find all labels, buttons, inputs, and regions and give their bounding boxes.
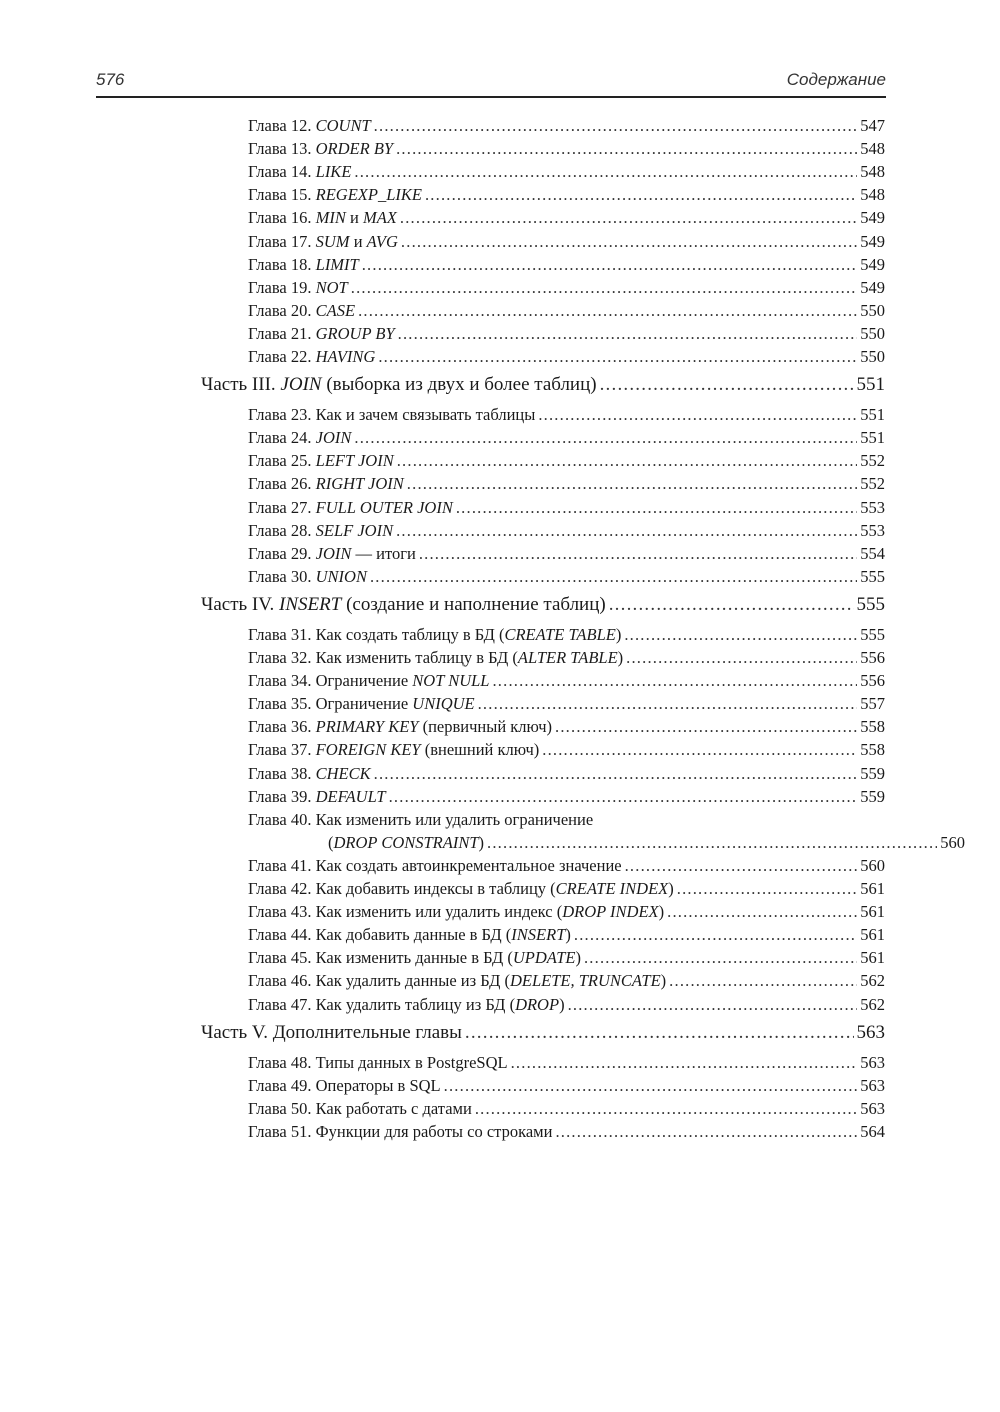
sql-keyword: INSERT (511, 925, 566, 945)
page-ref: 548 (860, 162, 885, 182)
sql-keyword: JOIN (280, 374, 322, 396)
toc-chapter-entry[interactable] (248, 521, 885, 544)
entry-title (248, 925, 571, 945)
entry-title (248, 139, 393, 159)
entry-title-text: Часть V. Дополнительные главы (201, 1021, 462, 1043)
entry-title (201, 1022, 462, 1044)
entry-title-text: Глава 25. (248, 451, 316, 471)
dot-leader (374, 116, 858, 136)
entry-title-text: Глава 30. (248, 566, 316, 586)
page-ref: 550 (860, 347, 885, 366)
sql-keyword: MAX (362, 208, 397, 228)
entry-title-text: ) (658, 902, 665, 922)
entry-title-text: Глава 24. (248, 428, 316, 448)
entry-title-text: ) (617, 648, 624, 667)
entry-title-text: Глава 18. (248, 254, 316, 274)
dot-leader (401, 232, 857, 252)
entry-title (248, 567, 367, 587)
entry-title (248, 902, 664, 922)
page-ref: 558 (860, 740, 885, 760)
sql-keyword: LEFT JOIN (315, 451, 394, 471)
sql-keyword: CHECK (315, 763, 371, 783)
entry-title-text: Глава 44. Как добавить данные в БД ( (248, 925, 512, 945)
running-head (96, 66, 886, 96)
toc-chapter-entry[interactable] (248, 278, 885, 301)
entry-title (248, 324, 395, 344)
toc-chapter-entry[interactable] (248, 301, 885, 324)
page-ref: 556 (860, 648, 885, 667)
dot-leader (389, 787, 858, 807)
dot-leader (351, 278, 858, 298)
toc-chapter-entry[interactable] (248, 879, 885, 902)
toc-chapter-entry[interactable] (248, 347, 885, 370)
entry-title (248, 671, 489, 691)
entry-title (248, 208, 397, 228)
entry-title-text: Глава 45. Как изменить данные в БД ( (248, 948, 513, 968)
entry-title-text: (создание и наполнение таблиц) (341, 593, 606, 615)
entry-title-text: Глава 13. (248, 139, 316, 159)
entry-title-text: Глава 28. (248, 520, 316, 540)
entry-title (248, 428, 351, 448)
sql-keyword: DROP CONSTRAINT (333, 832, 479, 852)
sql-keyword: DELETE, TRUNCATE (510, 971, 661, 991)
page-ref: 559 (860, 763, 885, 783)
toc-chapter-entry-line1[interactable]: Глава 40. Как изменить или удалить ограничение (248, 809, 594, 829)
entry-title-text: Глава 17. (248, 231, 316, 251)
dot-leader (478, 694, 858, 714)
toc-chapter-entry[interactable] (248, 833, 965, 856)
entry-title-text: и (345, 208, 363, 228)
entry-title-text: Глава 36. (248, 717, 316, 737)
entry-title-text: Глава 19. (248, 277, 316, 297)
page-ref: 551 (856, 374, 885, 396)
page-ref: 563 (856, 1021, 885, 1043)
entry-title-text: Глава 41. Как создать автоинкрементальное значение (248, 855, 622, 875)
entry-title-text: Глава 15. (248, 185, 316, 205)
sql-keyword: MIN (315, 208, 346, 228)
entry-title-text: Глава 38. (248, 763, 316, 783)
toc-chapter-entry[interactable] (248, 451, 885, 474)
entry-title (248, 301, 355, 321)
sql-keyword: REGEXP_LIKE (315, 185, 422, 205)
sql-keyword: FULL OUTER JOIN (315, 497, 453, 517)
dot-leader (475, 1099, 857, 1119)
toc-chapter-entry[interactable] (248, 787, 885, 810)
dot-leader (555, 717, 857, 737)
toc-chapter-entry[interactable] (248, 948, 885, 971)
entry-title-text: Глава 20. (248, 300, 316, 320)
page-ref: 549 (860, 277, 885, 297)
dot-leader (362, 255, 858, 275)
entry-title-text: Глава 39. (248, 786, 316, 806)
toc-chapter-entry[interactable] (248, 764, 885, 787)
entry-title (248, 255, 359, 275)
entry-title (248, 185, 422, 205)
dot-leader (444, 1076, 858, 1096)
page-ref: 562 (860, 971, 885, 991)
entry-title-text: Часть IV. (201, 593, 280, 615)
entry-title (248, 648, 623, 668)
section-title: Содержание (786, 70, 886, 89)
entry-title (248, 625, 621, 645)
toc-chapter-entry[interactable] (248, 405, 885, 428)
entry-title (248, 787, 386, 807)
dot-leader (398, 324, 858, 344)
dot-leader (624, 625, 857, 645)
sql-keyword: CREATE INDEX (555, 879, 669, 898)
toc-chapter-entry[interactable] (248, 162, 885, 185)
entry-title-text: Глава 16. (248, 208, 316, 228)
entry-title-text: Часть III. (201, 374, 281, 396)
sql-keyword: JOIN (315, 543, 352, 563)
entry-title-text: (первичный ключ) (418, 717, 553, 737)
toc-chapter-entry[interactable] (248, 428, 885, 451)
dot-leader (407, 474, 857, 494)
toc-chapter-entry[interactable] (248, 232, 885, 255)
entry-title-text: Глава 51. Функции для работы со строками (248, 1121, 553, 1141)
entry-title-text: Глава 48. Типы данных в PostgreSQL (248, 1052, 508, 1072)
sql-keyword: UNION (315, 566, 367, 586)
entry-title (248, 694, 475, 714)
entry-title (248, 405, 535, 425)
dot-leader (538, 405, 857, 425)
page-ref: 555 (860, 566, 885, 586)
entry-title-text: (внешний ключ) (420, 740, 540, 760)
entry-title (328, 833, 484, 853)
toc-chapter-entry[interactable] (248, 1099, 885, 1122)
sql-keyword: SUM (315, 231, 350, 251)
sql-keyword: HAVING (315, 347, 376, 366)
toc-chapter-entry[interactable] (248, 925, 885, 948)
dot-leader (354, 428, 857, 448)
toc-chapter-entry[interactable] (248, 625, 885, 648)
sql-keyword: NOT (315, 277, 348, 297)
toc-chapter-entry[interactable] (248, 740, 885, 763)
dot-leader (677, 879, 858, 899)
entry-title-text: Глава 42. Как добавить индексы в таблицу ( (248, 879, 556, 898)
entry-title (248, 1122, 552, 1142)
dot-leader (609, 594, 854, 616)
entry-title (248, 278, 348, 298)
page-ref: 558 (860, 717, 885, 737)
dot-leader (542, 740, 857, 760)
entry-title-text: ) (559, 994, 565, 1014)
entry-title (248, 498, 453, 518)
dot-leader (555, 1122, 857, 1142)
entry-title (248, 948, 581, 968)
entry-title-text: Глава 21. (248, 323, 316, 343)
page-ref: 553 (860, 520, 885, 540)
dot-leader (465, 1022, 854, 1044)
entry-title-text: Глава 31. Как создать таблицу в БД ( (248, 624, 505, 644)
sql-keyword: LIMIT (315, 254, 359, 274)
page-ref: 549 (860, 231, 885, 251)
page-ref: 559 (860, 786, 885, 806)
page-ref: 555 (860, 624, 885, 644)
sql-keyword: UPDATE (512, 948, 576, 968)
dot-leader (396, 139, 857, 159)
toc-chapter-entry[interactable] (248, 1076, 885, 1099)
sql-keyword: ORDER BY (315, 139, 394, 159)
entry-title-text: Глава 43. Как изменить или удалить индекс ( (248, 902, 563, 922)
entry-title-text: Глава 47. Как удалить таблицу из БД ( (248, 994, 516, 1014)
dot-leader (425, 185, 857, 205)
entry-title (248, 521, 393, 541)
page-ref: 552 (860, 451, 885, 471)
dot-leader (397, 451, 858, 471)
entry-title (248, 1076, 441, 1096)
page-ref: 550 (860, 323, 885, 343)
entry-title-text: Глава 14. (248, 162, 316, 182)
page-ref: 548 (860, 185, 885, 205)
entry-title (248, 347, 375, 367)
page-ref: 560 (860, 855, 885, 875)
dot-leader (378, 347, 857, 367)
dot-leader (358, 301, 857, 321)
header-rule (96, 96, 886, 98)
entry-title (248, 474, 404, 494)
page-ref: 562 (860, 994, 885, 1014)
page-ref: 553 (860, 497, 885, 517)
dot-leader (584, 948, 857, 968)
toc-chapter-entry[interactable] (248, 567, 885, 590)
entry-title-text: ) (575, 948, 581, 968)
entry-title-text: Глава 34. Ограничение (248, 671, 413, 691)
dot-leader (568, 995, 858, 1015)
page-ref: 551 (860, 428, 885, 448)
sql-keyword: FOREIGN KEY (315, 740, 421, 760)
dot-leader (419, 544, 857, 564)
entry-title-text: Глава 46. Как удалить данные из БД ( (248, 971, 510, 991)
page-ref: 550 (860, 300, 885, 320)
sql-keyword: PRIMARY KEY (315, 717, 419, 737)
page-number: 576 (96, 70, 125, 89)
entry-title (248, 232, 398, 252)
toc-chapter-entry[interactable] (248, 902, 885, 925)
sql-keyword: DROP (515, 994, 560, 1014)
page-ref: 549 (860, 208, 885, 228)
entry-title-text: Глава 50. Как работать с датами (248, 1098, 472, 1118)
entry-title-text: Глава 35. Ограничение (248, 694, 413, 714)
entry-title (248, 544, 416, 564)
toc-chapter-entry[interactable] (248, 185, 885, 208)
sql-keyword: ALTER TABLE (517, 648, 618, 667)
entry-title (248, 1099, 472, 1119)
entry-title-text: Глава 37. (248, 740, 316, 760)
dot-leader (354, 162, 857, 182)
sql-keyword: COUNT (315, 116, 371, 135)
dot-leader (626, 648, 857, 668)
entry-title (248, 856, 622, 876)
page-ref: 549 (860, 254, 885, 274)
toc-chapter-entry[interactable] (248, 544, 885, 567)
page-ref: 564 (860, 1121, 885, 1141)
toc-chapter-entry[interactable] (248, 694, 885, 717)
toc-chapter-entry[interactable] (248, 648, 885, 671)
entry-title-text: — итоги (351, 543, 416, 563)
sql-keyword: NOT NULL (412, 671, 490, 691)
entry-title-text: Глава 49. Операторы в SQL (248, 1075, 441, 1095)
toc-chapter-entry[interactable] (248, 324, 885, 347)
entry-title (248, 879, 674, 899)
entry-title-text: (выборка из двух и более таблиц) (321, 374, 597, 396)
page-ref: 563 (860, 1075, 885, 1095)
entry-title (201, 594, 606, 616)
sql-keyword: SELF JOIN (315, 520, 394, 540)
entry-title-text: ) (478, 832, 485, 852)
dot-leader (487, 833, 937, 853)
entry-title-text: Глава 32. Как изменить таблицу в БД ( (248, 648, 518, 667)
toc-chapter-entry[interactable] (248, 498, 885, 521)
entry-title-text: ) (565, 925, 571, 945)
dot-leader (374, 764, 858, 784)
dot-leader (400, 208, 857, 228)
toc-chapter-entry[interactable] (248, 474, 885, 497)
entry-title-text: ) (660, 971, 667, 991)
entry-title (248, 971, 666, 991)
entry-title-text: и (349, 231, 367, 251)
sql-keyword: UNIQUE (412, 694, 475, 714)
page-ref: 552 (860, 474, 885, 494)
page-ref: 555 (856, 593, 885, 615)
dot-leader (370, 567, 857, 587)
toc-part-entry[interactable] (201, 374, 885, 400)
entry-title-text: Глава 26. (248, 474, 316, 494)
toc-chapter-entry[interactable] (248, 1053, 885, 1076)
entry-title (248, 764, 371, 784)
sql-keyword: DROP INDEX (562, 902, 659, 922)
page-ref: 547 (860, 116, 885, 135)
toc-chapter-entry[interactable] (248, 671, 885, 694)
sql-keyword: AVG (366, 231, 398, 251)
page-ref: 561 (860, 902, 885, 922)
entry-title (248, 995, 565, 1015)
toc-chapter-entry[interactable] (248, 995, 885, 1018)
entry-title-text: ( (328, 832, 334, 852)
page-ref: 561 (860, 879, 885, 898)
dot-leader (492, 671, 857, 691)
toc-chapter-entry[interactable] (248, 856, 885, 879)
entry-title (201, 374, 597, 396)
page-ref: 561 (860, 948, 885, 968)
dot-leader (667, 902, 857, 922)
toc-chapter-entry[interactable] (248, 139, 885, 162)
page-ref: 557 (860, 694, 885, 714)
toc-part-entry[interactable] (201, 594, 885, 620)
toc-chapter-entry[interactable] (248, 971, 885, 994)
entry-title (248, 740, 539, 760)
toc-part-entry[interactable] (201, 1022, 885, 1048)
page-ref: 561 (860, 925, 885, 945)
entry-title (248, 451, 394, 471)
page-ref: 560 (940, 832, 965, 852)
sql-keyword: JOIN (315, 428, 352, 448)
entry-title (248, 717, 552, 737)
sql-keyword: RIGHT JOIN (315, 474, 404, 494)
sql-keyword: INSERT (279, 593, 342, 615)
sql-keyword: GROUP BY (315, 323, 395, 343)
dot-leader (511, 1053, 858, 1073)
toc-chapter-entry[interactable] (248, 208, 885, 231)
toc-chapter-entry[interactable] (248, 717, 885, 740)
dot-leader (574, 925, 857, 945)
entry-title (248, 162, 351, 182)
sql-keyword: DEFAULT (315, 786, 386, 806)
sql-keyword: CASE (315, 300, 356, 320)
page-ref: 563 (860, 1098, 885, 1118)
entry-title (248, 116, 371, 136)
dot-leader (669, 971, 857, 991)
page-ref: 556 (860, 671, 885, 691)
entry-title-text: Глава 12. (248, 116, 316, 135)
dot-leader (600, 374, 854, 396)
page-ref: 563 (860, 1052, 885, 1072)
entry-title-text: ) (615, 624, 622, 644)
toc-chapter-entry[interactable] (248, 116, 885, 139)
page-ref: 548 (860, 139, 885, 159)
dot-leader (625, 856, 858, 876)
entry-title-text: Глава 27. (248, 497, 316, 517)
entry-title-text: Глава 23. Как и зачем связывать таблицы (248, 405, 536, 425)
page-ref: 554 (860, 543, 885, 563)
dot-leader (396, 521, 857, 541)
toc-chapter-entry[interactable] (248, 255, 885, 278)
entry-title-text: Глава 29. (248, 543, 316, 563)
entry-title-text: ) (668, 879, 674, 898)
toc-chapter-entry[interactable] (248, 1122, 885, 1145)
sql-keyword: LIKE (315, 162, 352, 182)
entry-title-text: Глава 22. (248, 347, 316, 366)
entry-title (248, 1053, 508, 1073)
dot-leader (456, 498, 857, 518)
sql-keyword: CREATE TABLE (504, 624, 616, 644)
page-ref: 551 (860, 405, 885, 425)
